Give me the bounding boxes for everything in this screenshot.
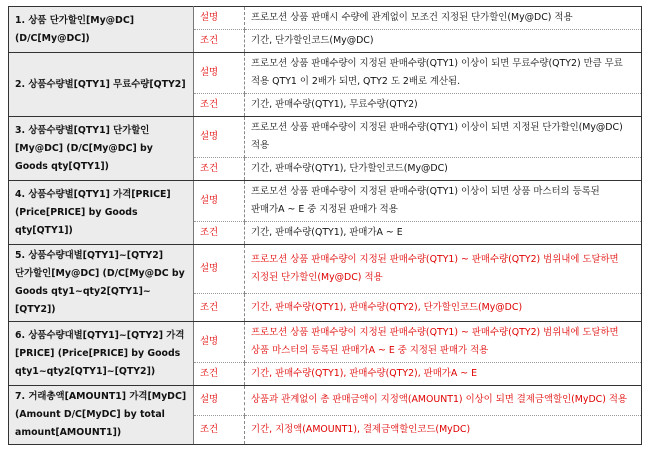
rule-5-cond-label: 조건: [194, 294, 245, 322]
rule-3-cond: 기간, 판매수량(QTY1), 단가할인코드(My@DC): [245, 158, 642, 181]
rule-6-desc-label: 설명: [194, 322, 245, 363]
rule-7-cond-label: 조건: [194, 415, 245, 445]
rule-7-cond: 기간, 지정액(AMOUNT1), 결제금액할인코드(MyDC): [245, 415, 642, 445]
rule-4-desc-label: 설명: [194, 181, 245, 222]
rule-4-desc: 프로모션 상품 판매수량이 지정된 판매수량(QTY1) 이상이 되면 상품 마스터의 등록된 판매가A ~ E 중 지정된 판매가 적용: [245, 181, 642, 222]
rule-5-desc-label: 설명: [194, 245, 245, 294]
rule-2-desc: 프로모션 상품 판매수량이 지정된 판매수량(QTY1) 이상이 되면 무료수량(QTY2) 만큼 무료 적용 QTY1 이 2배가 되면, QTY2 도 2배로 계산됨.: [245, 53, 642, 94]
rule-6-name: 6. 상품수량대별[QTY1]~[QTY2] 가격[PRICE] (Price[PRICE] by Goods qty1~qty2[QTY1]~[QTY2]): [9, 322, 194, 386]
rule-2-name: 2. 상품수량별[QTY1] 무료수량[QTY2]: [9, 53, 194, 117]
rule-4-cond-label: 조건: [194, 222, 245, 245]
rule-4-cond: 기간, 판매수량(QTY1), 판매가A ~ E: [245, 222, 642, 245]
rule-7-name: 7. 거래총액[AMOUNT1] 가격[MyDC] (Amount D/C[MyDC] by total amount[AMOUNT1]): [9, 386, 194, 445]
rule-3-name: 3. 상품수량별[QTY1] 단가할인 [My@DC] (D/C[My@DC] by Goods qty[QTY1]): [9, 117, 194, 181]
rule-2-cond: 기간, 판매수량(QTY1), 무료수량(QTY2): [245, 94, 642, 117]
rule-3-desc-row: [9, 117, 642, 158]
rule-2-desc-row: [9, 53, 642, 94]
promotion-rules-table: [8, 6, 642, 445]
rule-1-cond-label: 조건: [194, 30, 245, 53]
rule-3-desc: 프로모션 상품 판매수량이 지정된 판매수량(QTY1) 이상이 되면 지정된 단가할인(My@DC) 적용: [245, 117, 642, 158]
rule-6-cond: 기간, 판매수량(QTY1), 판매수량(QTY2), 판매가A ~ E: [245, 363, 642, 386]
rule-1-desc: 프로모션 상품 판매시 수량에 관계없이 모조건 지정된 단가할인(My@DC) 적용: [245, 7, 642, 30]
rule-4-desc-row: [9, 181, 642, 222]
rule-6-cond-label: 조건: [194, 363, 245, 386]
rule-5-desc: 프로모션 상품 판매수량이 지정된 판매수량(QTY1) ~ 판매수량(QTY2) 범위내에 도달하면 지정된 단가할인(My@DC) 적용: [245, 245, 642, 294]
rule-1-cond: 기간, 단가할인코드(My@DC): [245, 30, 642, 53]
rule-6-desc: 프로모션 상품 판매수량이 지정된 판매수량(QTY1) ~ 판매수량(QTY2) 범위내에 도달하면 상품 마스터의 등록된 판매가A ~ E 중 지정된 판매가 적용: [245, 322, 642, 363]
rule-1-desc-label: 설명: [194, 7, 245, 30]
rule-5-name: 5. 상품수량대별[QTY1]~[QTY2] 단가할인[My@DC] (D/C[My@DC by Goods qty1~qty2[QTY1]~[QTY2]): [9, 245, 194, 322]
rule-7-desc-label: 설명: [194, 386, 245, 416]
rule-7-desc-row: [9, 386, 642, 416]
rule-4-name: 4. 상품수량별[QTY1] 가격[PRICE] (Price[PRICE] by Goods qty[QTY1]): [9, 181, 194, 245]
rule-1-desc-row: [9, 7, 642, 30]
rule-5-cond: 기간, 판매수량(QTY1), 판매수량(QTY2), 단가할인코드(My@DC): [245, 294, 642, 322]
rule-6-desc-row: [9, 322, 642, 363]
rule-3-desc-label: 설명: [194, 117, 245, 158]
rule-2-desc-label: 설명: [194, 53, 245, 94]
rule-1-name: 1. 상품 단가할인[My@DC] (D/C[My@DC]): [9, 7, 194, 53]
rule-3-cond-label: 조건: [194, 158, 245, 181]
rule-7-desc: 상품과 관계없이 총 판매금액이 지정액(AMOUNT1) 이상이 되면 결제금액할인(MyDC) 적용: [245, 386, 642, 416]
rule-5-desc-row: [9, 245, 642, 294]
rule-2-cond-label: 조건: [194, 94, 245, 117]
